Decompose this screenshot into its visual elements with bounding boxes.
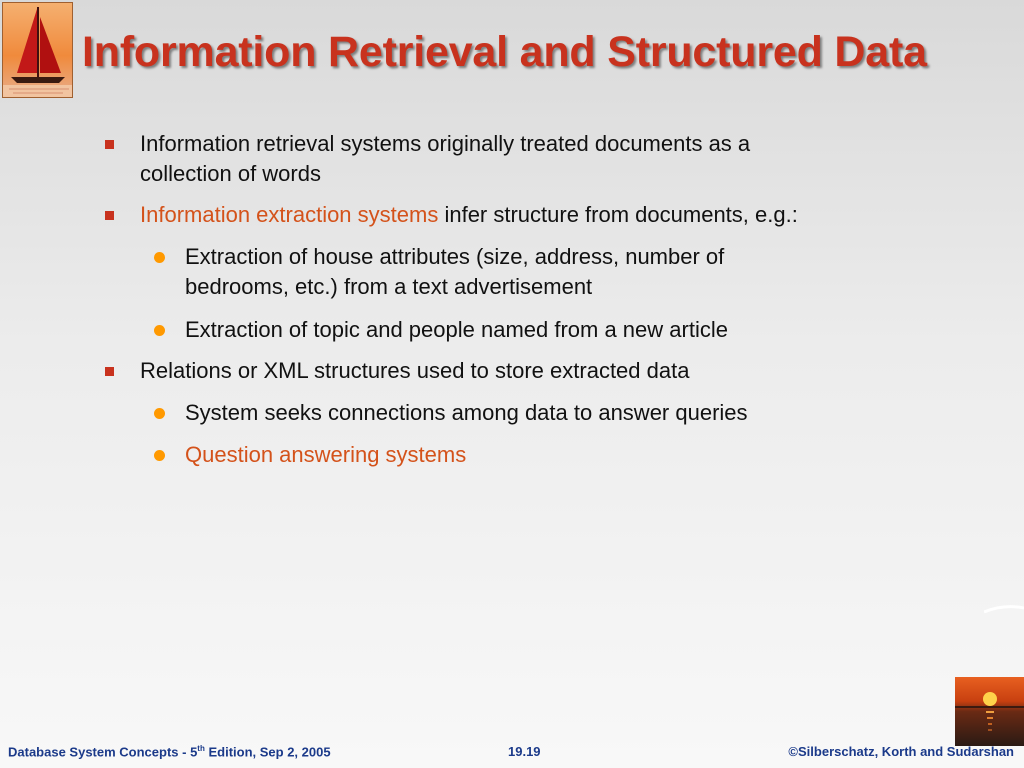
highlighted-term: Information extraction systems [140, 202, 439, 227]
square-bullet-icon [105, 367, 114, 376]
bullet-text: Information retrieval systems originally treated documents as a collection of words [140, 131, 751, 186]
square-bullet-icon [105, 211, 114, 220]
round-bullet-icon [154, 408, 165, 419]
bullet-text: Extraction of topic and people named from a new article [185, 317, 728, 342]
bullet-text: Relations or XML structures used to store extracted data [140, 358, 690, 383]
bullet-text: Extraction of house attributes (size, address, number of bedrooms, etc.) from a text advertisement [185, 244, 725, 299]
page-title: Information Retrieval and Structured Data [82, 28, 927, 76]
sailboat-logo-icon [2, 2, 73, 98]
sunset-image-icon [955, 677, 1024, 746]
round-bullet-icon [154, 252, 165, 263]
round-bullet-icon [154, 450, 165, 461]
decorative-curve [984, 600, 1024, 620]
square-bullet-icon [105, 140, 114, 149]
bullet-text: System seeks connections among data to answer queries [185, 400, 748, 425]
bullet-text: Question answering systems [185, 442, 467, 467]
footer-copyright: ©Silberschatz, Korth and Sudarshan [788, 744, 1014, 759]
footer-left: Database System Concepts - 5th Edition, Sep 2, 2005 [8, 744, 331, 760]
footer-page-number: 19.19 [508, 744, 541, 759]
bullet-text: Information extraction systems infer structure from documents, e.g.: [140, 202, 798, 227]
round-bullet-icon [154, 325, 165, 336]
